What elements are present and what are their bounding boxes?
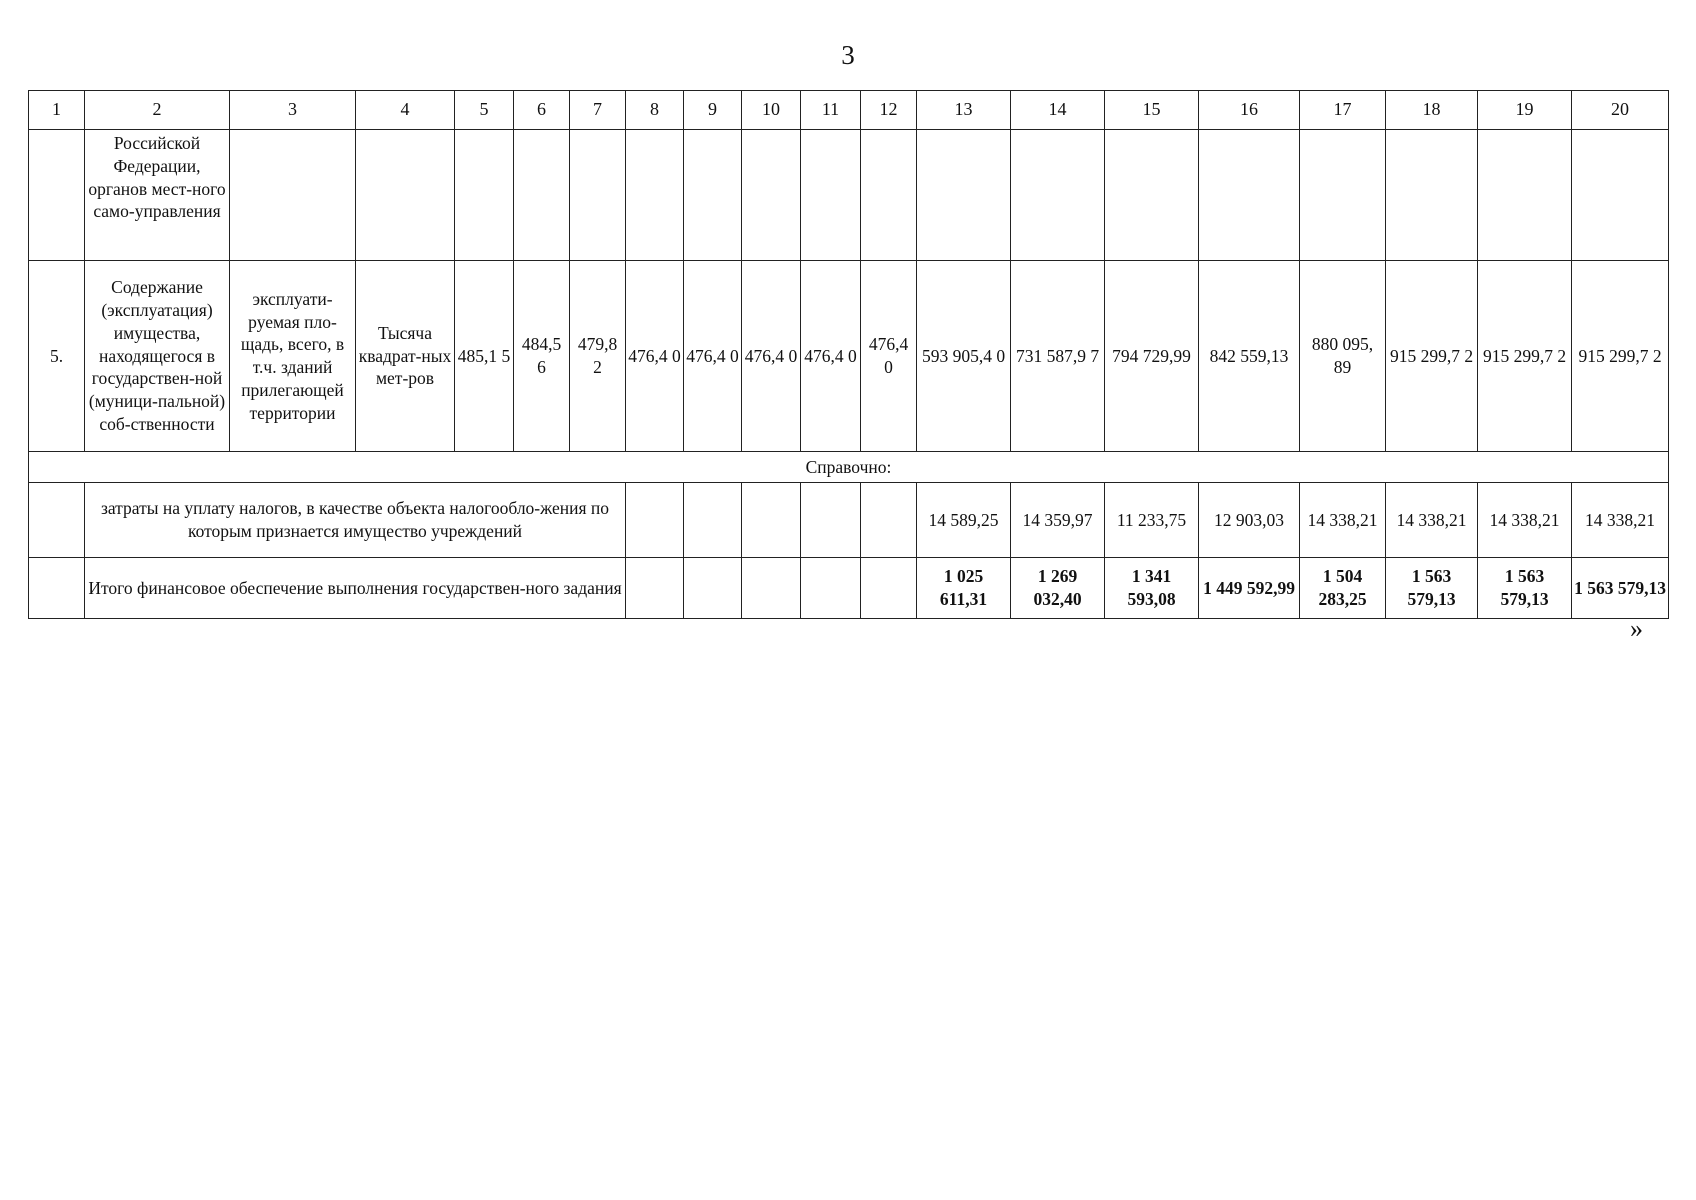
row-unit: Тысяча квадрат-ных мет-ров [356, 261, 455, 452]
total-amount-cell: 1 449 592,99 [1199, 558, 1300, 619]
col-header: 3 [230, 91, 356, 130]
row-number: 5. [29, 261, 85, 452]
table-cell [29, 483, 85, 558]
table-cell [801, 558, 861, 619]
col-header: 13 [917, 91, 1011, 130]
total-amount-cell: 1 504 283,25 [1300, 558, 1386, 619]
continuation-text: Российской Федерации, органов мест-ного само-управления [85, 130, 230, 261]
table-row-5 [29, 261, 1669, 452]
col-header: 12 [861, 91, 917, 130]
col-header: 8 [626, 91, 684, 130]
amount-cell: 842 559,13 [1199, 261, 1300, 452]
financial-table [28, 90, 1669, 619]
value-cell: 476,4 0 [861, 261, 917, 452]
col-header: 6 [514, 91, 570, 130]
amount-cell: 593 905,4 0 [917, 261, 1011, 452]
amount-cell: 11 233,75 [1105, 483, 1199, 558]
table-cell [1386, 130, 1478, 261]
total-amount-cell: 1 563 579,13 [1386, 558, 1478, 619]
table-cell [1011, 130, 1105, 261]
col-header: 1 [29, 91, 85, 130]
table-cell [684, 130, 742, 261]
amount-cell: 14 338,21 [1478, 483, 1572, 558]
total-label: Итого финансовое обеспечение выполнения государствен-ного задания [85, 558, 626, 619]
value-cell: 476,4 0 [684, 261, 742, 452]
reference-label: Справочно: [29, 452, 1669, 483]
closing-quote: » [1630, 614, 1643, 643]
amount-cell: 880 095, 89 [1300, 261, 1386, 452]
col-header: 9 [684, 91, 742, 130]
col-header: 11 [801, 91, 861, 130]
value-cell: 476,4 0 [626, 261, 684, 452]
table-cell [230, 130, 356, 261]
value-cell: 485,1 5 [455, 261, 514, 452]
continuation-row [29, 130, 1669, 261]
col-header: 7 [570, 91, 626, 130]
table-cell [684, 558, 742, 619]
col-header: 18 [1386, 91, 1478, 130]
amount-cell: 915 299,7 2 [1572, 261, 1669, 452]
total-amount-cell: 1 563 579,13 [1478, 558, 1572, 619]
table-cell [626, 483, 684, 558]
total-amount-cell: 1 563 579,13 [1572, 558, 1669, 619]
amount-cell: 915 299,7 2 [1478, 261, 1572, 452]
total-amount-cell: 1 269 032,40 [1011, 558, 1105, 619]
tax-row [29, 483, 1669, 558]
total-amount-cell: 1 025 611,31 [917, 558, 1011, 619]
amount-cell: 12 903,03 [1199, 483, 1300, 558]
table-cell [1199, 130, 1300, 261]
table-cell [917, 130, 1011, 261]
total-amount-cell: 1 341 593,08 [1105, 558, 1199, 619]
tax-label: затраты на уплату налогов, в качестве объекта налогообло-жения по которым признается имущество учреждений [85, 483, 626, 558]
col-header: 16 [1199, 91, 1300, 130]
col-header: 14 [1011, 91, 1105, 130]
col-header: 5 [455, 91, 514, 130]
table-cell [742, 130, 801, 261]
value-cell: 476,4 0 [801, 261, 861, 452]
col-header: 15 [1105, 91, 1199, 130]
table-cell [29, 558, 85, 619]
col-header: 2 [85, 91, 230, 130]
col-header: 19 [1478, 91, 1572, 130]
table-cell [356, 130, 455, 261]
amount-cell: 14 338,21 [1572, 483, 1669, 558]
table-cell [742, 558, 801, 619]
total-row [29, 558, 1669, 619]
table-cell [861, 483, 917, 558]
table-cell [742, 483, 801, 558]
table-cell [455, 130, 514, 261]
amount-cell: 731 587,9 7 [1011, 261, 1105, 452]
row-indicator: эксплуати-руемая пло-щадь, всего, в т.ч. зданий прилегающей территории [230, 261, 356, 452]
table-cell [514, 130, 570, 261]
amount-cell: 14 338,21 [1300, 483, 1386, 558]
amount-cell: 14 359,97 [1011, 483, 1105, 558]
amount-cell: 794 729,99 [1105, 261, 1199, 452]
row-name: Содержание (эксплуатация) имущества, находящегося в государствен-ной (муници-пальной) соб-ственности [85, 261, 230, 452]
table-cell [1300, 130, 1386, 261]
table-cell [626, 558, 684, 619]
table-cell [1105, 130, 1199, 261]
table-cell [29, 130, 85, 261]
page-number: 3 [841, 40, 855, 70]
reference-row [29, 452, 1669, 483]
table-cell [861, 130, 917, 261]
value-cell: 479,8 2 [570, 261, 626, 452]
col-header: 20 [1572, 91, 1669, 130]
table-cell [1572, 130, 1669, 261]
table-cell [801, 130, 861, 261]
value-cell: 476,4 0 [742, 261, 801, 452]
amount-cell: 14 338,21 [1386, 483, 1478, 558]
table-cell [861, 558, 917, 619]
table-cell [684, 483, 742, 558]
col-header: 4 [356, 91, 455, 130]
col-header: 17 [1300, 91, 1386, 130]
table-cell [1478, 130, 1572, 261]
table-cell [801, 483, 861, 558]
value-cell: 484,5 6 [514, 261, 570, 452]
col-header: 10 [742, 91, 801, 130]
table-cell [626, 130, 684, 261]
amount-cell: 915 299,7 2 [1386, 261, 1478, 452]
amount-cell: 14 589,25 [917, 483, 1011, 558]
column-number-row [29, 91, 1669, 130]
table-cell [570, 130, 626, 261]
